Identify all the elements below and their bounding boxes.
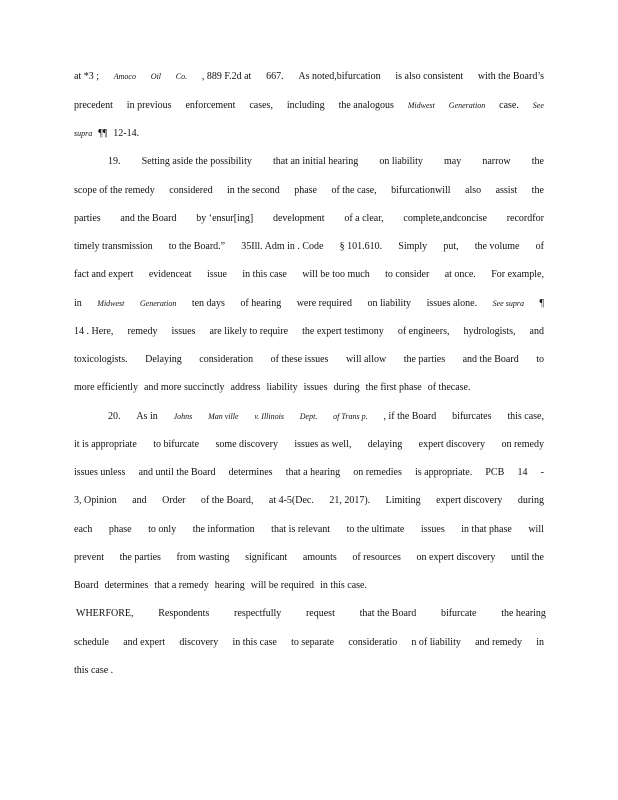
text-run: hearing — [214, 580, 245, 591]
text-run: the — [531, 156, 544, 167]
paragraph-19-line — [74, 353, 544, 367]
text-run: For example, — [491, 269, 544, 280]
text-run: to consider — [385, 269, 430, 280]
text-run: that is relevant — [271, 524, 331, 535]
text-run: of — [535, 241, 544, 252]
wherefore-line — [76, 607, 546, 621]
text-run: during — [517, 495, 544, 506]
text-run: will be too much — [302, 269, 370, 280]
text-run: during — [333, 382, 360, 393]
text-run: development — [272, 213, 325, 224]
text-run: 21, 2017). — [329, 495, 371, 506]
text-run: issues unless — [74, 467, 126, 478]
italic-citation-text: Midwest — [407, 101, 435, 110]
text-run: of the case, — [331, 185, 377, 196]
text-run: in — [74, 298, 82, 309]
italic-citation-text: supra — [74, 129, 93, 138]
text-run: 14 . Here, — [74, 326, 114, 337]
text-run: PCB — [485, 467, 505, 478]
text-run: the volume — [474, 241, 520, 252]
text-run: that an initial hearing — [272, 156, 359, 167]
text-run: determines — [104, 580, 149, 591]
text-run: and more succinctly — [143, 382, 225, 393]
text-run: significant — [245, 552, 288, 563]
text-run: were required — [296, 298, 352, 309]
text-run: this case . — [74, 665, 114, 676]
text-run: assist — [495, 185, 518, 196]
text-run: the analogous — [338, 100, 394, 111]
text-run: Respondents — [158, 608, 210, 619]
italic-citation-text: Midwest — [97, 299, 125, 308]
text-run: 14 — [517, 467, 528, 478]
text-run: on liability — [379, 156, 423, 167]
paragraph-20-line — [74, 438, 544, 452]
text-run: to separate — [291, 637, 335, 648]
text-run: more efficiently — [74, 382, 138, 393]
text-run: by ‘ensur[ing] — [196, 213, 254, 224]
text-run: in this case — [242, 269, 287, 280]
text-run: is appropriate. — [415, 467, 473, 478]
text-run: to the ultimate — [346, 524, 405, 535]
text-run: on remedies — [353, 467, 402, 478]
text-run: toxicologists. — [74, 354, 128, 365]
text-run: bifurcates — [452, 411, 492, 422]
text-run: of hearing — [240, 298, 282, 309]
text-run: address — [230, 382, 261, 393]
italic-citation-text: Co. — [175, 72, 188, 81]
paragraph-19-line — [74, 184, 544, 198]
text-run: to the Board.” — [168, 241, 226, 252]
text-run: WHERFORE, — [76, 608, 134, 619]
text-run: Order — [162, 495, 186, 506]
text-run: the parties — [119, 552, 161, 563]
italic-citation-text: Generation — [448, 101, 486, 110]
italic-citation-text: See — [532, 101, 544, 110]
text-run: expert discovery — [418, 439, 486, 450]
text-run: cases, — [249, 100, 273, 111]
text-run: fact and expert — [74, 269, 134, 280]
text-run: issues as well, — [294, 439, 352, 450]
text-run: enforcement — [185, 100, 236, 111]
paragraph-19-line — [74, 325, 544, 339]
text-run: on remedy — [501, 439, 544, 450]
italic-citation-text: Man ville — [208, 412, 239, 421]
text-run: of these issues — [270, 354, 329, 365]
text-run: to bifurcate — [153, 439, 200, 450]
italic-citation-text: Generation — [139, 299, 177, 308]
text-run: on expert discovery — [416, 552, 496, 563]
text-run: complete,andconcise — [403, 213, 487, 224]
text-run: issues — [171, 326, 196, 337]
text-run: at *3 ; — [74, 71, 99, 82]
text-run: the hearing — [501, 608, 546, 619]
text-run: Delaying — [145, 354, 182, 365]
text-run: will be required — [250, 580, 315, 591]
text-run: at once. — [444, 269, 476, 280]
text-run: bifurcate — [440, 608, 477, 619]
paragraph-20-line — [74, 494, 544, 508]
paragraph-19-line — [74, 212, 544, 226]
text-run: liability — [266, 382, 298, 393]
italic-citation-text: v. Illinois — [254, 412, 284, 421]
text-run: case. — [499, 100, 519, 111]
text-run: and the Board — [120, 213, 177, 224]
text-run: expert discovery — [436, 495, 503, 506]
text-run: until the — [510, 552, 544, 563]
text-run: that the Board — [359, 608, 417, 619]
text-run: , if the Board — [383, 411, 437, 422]
text-run: evidenceat — [148, 269, 192, 280]
text-run: 35Ill. Adm in . Code — [241, 241, 324, 252]
text-run: in that phase — [461, 524, 512, 535]
paragraph-19-line — [74, 381, 544, 395]
text-run: the information — [192, 524, 255, 535]
paragraph-20-line — [74, 551, 544, 565]
text-run: consideration — [199, 354, 254, 365]
text-run: issues alone. — [426, 298, 478, 309]
text-run: Board — [74, 580, 99, 591]
text-run: to — [536, 354, 544, 365]
paragraph-19-line — [74, 297, 544, 311]
text-run: precedent — [74, 100, 113, 111]
text-run: the first phase — [365, 382, 422, 393]
text-run: to only — [148, 524, 177, 535]
paragraph-20-line — [74, 466, 544, 480]
text-run: timely transmission — [74, 241, 153, 252]
text-run: discovery — [179, 637, 219, 648]
text-run: , 889 F.2d at — [201, 71, 252, 82]
text-run: delaying — [367, 439, 403, 450]
text-run: hydrologists, — [463, 326, 516, 337]
text-run: issue — [206, 269, 227, 280]
text-run: request — [305, 608, 335, 619]
italic-citation-text: of Trans p. — [333, 412, 368, 421]
text-run: of resources — [352, 552, 401, 563]
text-run: of thecase. — [427, 382, 471, 393]
text-run: 667. — [266, 71, 284, 82]
text-run: phase — [294, 185, 317, 196]
text-run: ¶ — [539, 298, 544, 309]
text-run: from wasting — [176, 552, 230, 563]
text-run: Setting aside the possibility — [141, 156, 252, 167]
wherefore-line — [74, 636, 544, 650]
text-run: prevent — [74, 552, 104, 563]
text-run: including — [286, 100, 325, 111]
text-run: 3, Opinion — [74, 495, 117, 506]
text-run: may — [444, 156, 462, 167]
text-run: and expert — [123, 637, 166, 648]
text-run: issues — [420, 524, 445, 535]
paragraph-18-continued-line — [74, 127, 544, 141]
italic-citation-text: Oil — [150, 72, 161, 81]
text-run: it is appropriate — [74, 439, 137, 450]
italic-citation-text: Dept. — [299, 412, 318, 421]
text-run: issues — [303, 382, 328, 393]
paragraph-18-continued-line — [74, 70, 544, 84]
text-run: are likely to require — [209, 326, 289, 337]
text-run: at 4-5(Dec. — [268, 495, 314, 506]
text-run: the — [531, 185, 544, 196]
text-run: in this case — [232, 637, 277, 648]
text-run: n of liability — [411, 637, 461, 648]
italic-citation-text: Johns — [173, 412, 193, 421]
wherefore-line — [74, 664, 544, 678]
text-run: remedy — [127, 326, 158, 337]
paragraph-20-line — [108, 410, 544, 424]
text-run: 12-14. — [113, 128, 140, 139]
paragraph-19-line — [74, 240, 544, 254]
text-run: and remedy — [475, 637, 522, 648]
text-run: on liability — [367, 298, 412, 309]
text-run: respectfully — [234, 608, 282, 619]
text-run: considered — [169, 185, 213, 196]
text-run: parties — [74, 213, 101, 224]
text-run: As in — [136, 411, 158, 422]
text-run: phase — [108, 524, 132, 535]
text-run: and until the Board — [138, 467, 216, 478]
text-run: of a clear, — [344, 213, 384, 224]
text-run: in this case. — [320, 580, 367, 591]
text-run: the parties — [403, 354, 446, 365]
paragraph-20-line — [74, 579, 544, 593]
text-run: of engineers, — [397, 326, 450, 337]
text-run: - — [540, 467, 544, 478]
text-run: that a hearing — [285, 467, 341, 478]
text-run: § 101.610. — [339, 241, 383, 252]
text-run: this case, — [507, 411, 544, 422]
paragraph-19-line — [74, 268, 544, 282]
text-run: of the Board, — [200, 495, 254, 506]
text-run: is also consistent — [395, 71, 464, 82]
text-run: the expert testimony — [302, 326, 384, 337]
text-run: narrow — [482, 156, 511, 167]
text-run: Simply — [398, 241, 428, 252]
text-run: scope of the remedy — [74, 185, 155, 196]
text-run: determines — [228, 467, 273, 478]
text-run: 20. — [108, 411, 121, 422]
text-run: As noted,bifurcation — [298, 71, 381, 82]
text-run: and — [529, 326, 544, 337]
text-run: in — [536, 637, 544, 648]
text-run: Limiting — [385, 495, 421, 506]
text-run: in previous — [126, 100, 172, 111]
text-run: amounts — [302, 552, 337, 563]
text-run: put, — [443, 241, 459, 252]
text-run: each — [74, 524, 93, 535]
text-run: in the second — [227, 185, 280, 196]
text-run: and — [132, 495, 147, 506]
text-run: with the Board’s — [477, 71, 544, 82]
text-run: 19. — [108, 156, 121, 167]
text-run: some discovery — [215, 439, 278, 450]
paragraph-20-line — [74, 523, 544, 537]
text-run: ¶¶ — [98, 128, 108, 139]
text-run: schedule — [74, 637, 109, 648]
text-run: that a remedy — [154, 580, 209, 591]
text-run: recordfor — [506, 213, 544, 224]
text-run: bifurcationwill — [391, 185, 451, 196]
italic-citation-text: Amoco — [113, 72, 136, 81]
text-run: also — [465, 185, 482, 196]
text-run: and the Board — [462, 354, 519, 365]
text-run: will — [528, 524, 544, 535]
text-run: will allow — [345, 354, 387, 365]
italic-citation-text: See supra — [492, 299, 524, 308]
paragraph-18-continued-line — [74, 99, 544, 113]
text-run: ten days — [191, 298, 225, 309]
paragraph-19-line — [108, 155, 544, 169]
text-run: consideratio — [348, 637, 398, 648]
